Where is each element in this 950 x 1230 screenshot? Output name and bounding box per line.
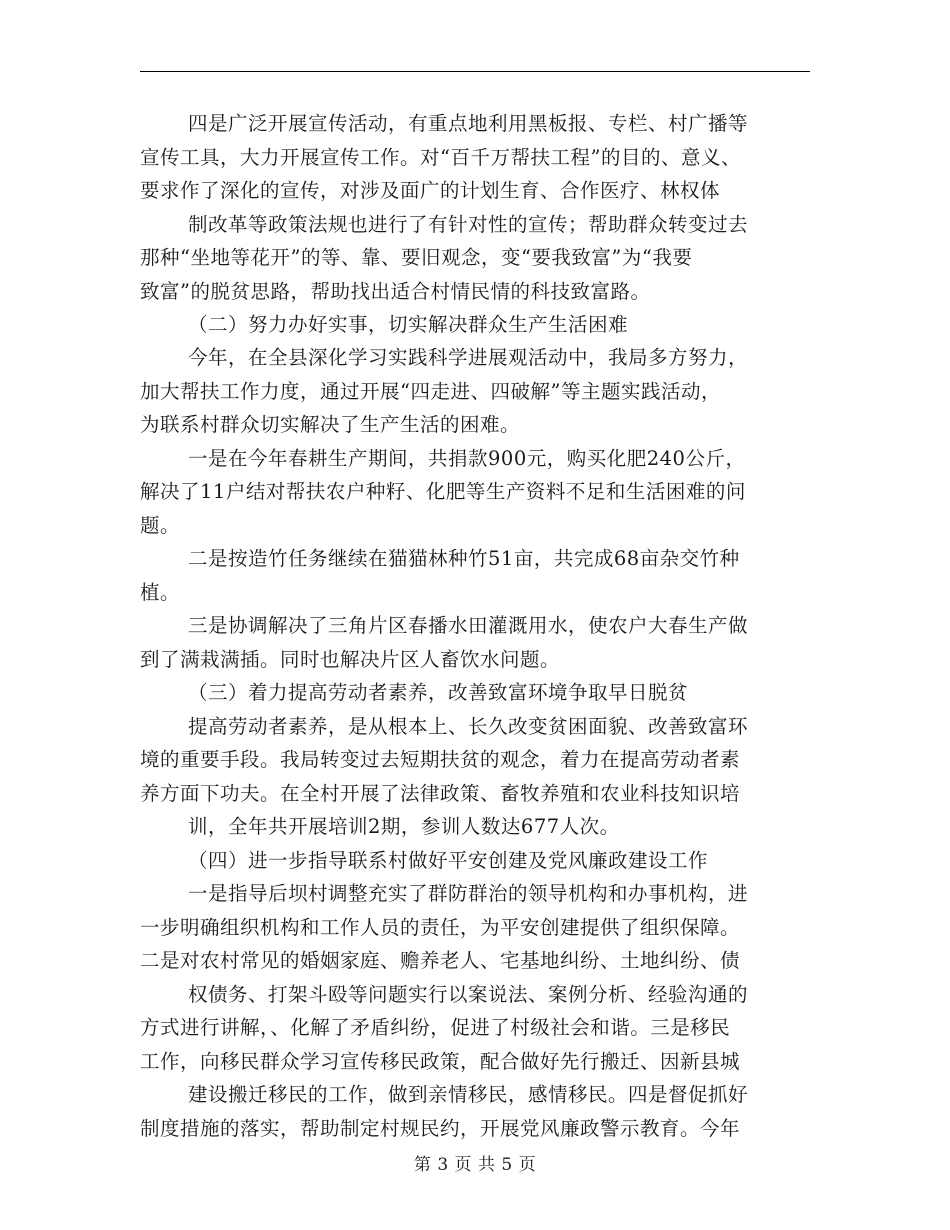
paragraph-line: 宣传工具，大力开展宣传工作。对“百千万帮扶工程”的目的、意义、 bbox=[140, 146, 741, 169]
section-heading: （四）进一步指导联系村做好平安创建及党风廉政建设工作 bbox=[188, 849, 709, 872]
paragraph-line: 加大帮扶工作力度，通过开展“四走进、四破解”等主题实践活动， bbox=[140, 380, 721, 403]
paragraph-line: 今年，在全县深化学习实践科学进展观活动中，我局多方努力， bbox=[188, 346, 749, 369]
paragraph-line: 三是协调解决了三角片区春播水田灌溉用水，使农户大春生产做 bbox=[188, 614, 749, 637]
paragraph-line: 题。 bbox=[140, 514, 181, 537]
paragraph-line: 权债务、打架斗殴等问题实行以案说法、案例分析、经验沟通的 bbox=[188, 983, 749, 1006]
paragraph-line: 解决了11户结对帮扶农户种籽、化肥等生产资料不足和生活困难的问 bbox=[140, 480, 746, 503]
paragraph-line: 一是在今年春耕生产期间，共捐款900元，购买化肥240公斤， bbox=[188, 447, 746, 470]
paragraph-line: 植。 bbox=[140, 581, 181, 604]
paragraph-line: 工作，向移民群众学习宣传移民政策，配合做好先行搬迁、因新县城 bbox=[140, 1050, 741, 1073]
paragraph-line: 一步明确组织机构和工作人员的责任，为平安创建提供了组织保障。 bbox=[140, 916, 741, 939]
paragraph-line: 致富”的脱贫思路，帮助找出适合村情民情的科技致富路。 bbox=[140, 280, 651, 303]
page-number-footer: 第 3 页 共 5 页 bbox=[413, 1155, 537, 1175]
paragraph-line: 要求作了深化的宣传，对涉及面广的计划生育、合作医疗、林权体 bbox=[140, 179, 721, 202]
paragraph-line: 二是对农村常见的婚姻家庭、赡养老人、宅基地纠纷、土地纠纷、债 bbox=[140, 949, 741, 972]
paragraph-line: 四是广泛开展宣传活动，有重点地利用黑板报、专栏、村广播等 bbox=[188, 112, 749, 135]
paragraph-line: 建设搬迁移民的工作，做到亲情移民，感情移民。四是督促抓好 bbox=[188, 1083, 749, 1106]
paragraph-line: 养方面下功夫。在全村开展了法律政策、畜牧养殖和农业科技知识培 bbox=[140, 782, 741, 805]
header-rule bbox=[140, 71, 810, 72]
paragraph-line: 到了满栽满插。同时也解决片区人畜饮水问题。 bbox=[140, 648, 561, 671]
paragraph-line: 训，全年共开展培训2期，参训人数达677人次。 bbox=[188, 815, 620, 838]
section-heading: （二）努力办好实事，切实解决群众生产生活困难 bbox=[188, 313, 629, 336]
paragraph-line: 制度措施的落实，帮助制定村规民约，开展党风廉政警示教育。今年 bbox=[140, 1117, 741, 1140]
paragraph-line: 方式进行讲解，、化解了矛盾纠纷，促进了村级社会和谐。三是移民 bbox=[140, 1016, 731, 1039]
paragraph-line: 为联系村群众切实解决了生产生活的困难。 bbox=[140, 413, 521, 436]
paragraph-line: 提高劳动者素养，是从根本上、长久改变贫困面貌、改善致富环 bbox=[188, 715, 749, 738]
paragraph-line: 一是指导后坝村调整充实了群防群治的领导机构和办事机构，进 bbox=[188, 882, 749, 905]
paragraph-line: 那种“坐地等花开”的等、靠、要旧观念，变“要我致富”为“我要 bbox=[140, 246, 693, 269]
section-heading: （三）着力提高劳动者素养，改善致富环境争取早日脱贫 bbox=[188, 681, 689, 704]
paragraph-line: 境的重要手段。我局转变过去短期扶贫的观念，着力在提高劳动者素 bbox=[140, 748, 741, 771]
paragraph-line: 制改革等政策法规也进行了有针对性的宣传；帮助群众转变过去 bbox=[188, 213, 749, 236]
paragraph-line: 二是按造竹任务继续在猫猫林种竹51亩，共完成68亩杂交竹种 bbox=[188, 547, 740, 570]
